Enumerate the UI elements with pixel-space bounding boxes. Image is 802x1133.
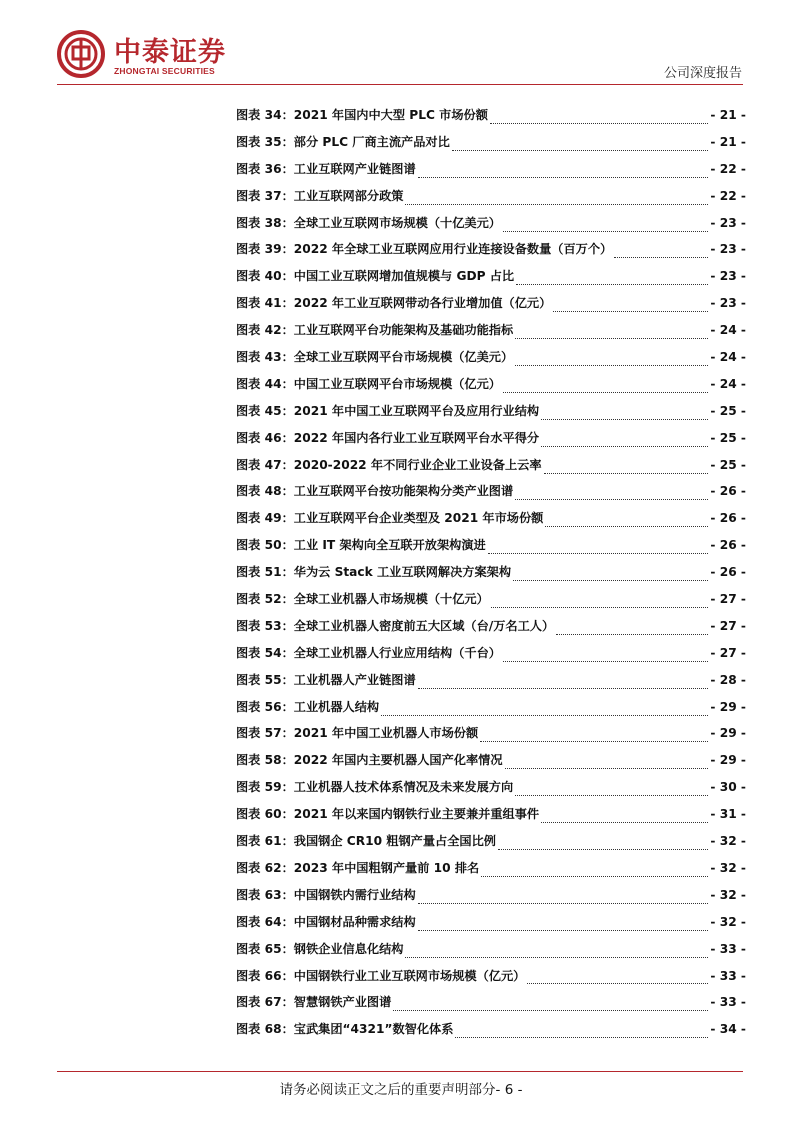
toc-dot-leader: [488, 553, 709, 554]
toc-entry-page: - 33 -: [710, 941, 746, 956]
toc-dot-leader: [490, 123, 708, 124]
toc-entry[interactable]: [236, 240, 746, 267]
toc-dot-leader: [527, 983, 708, 984]
toc-entry-title: 中国工业互联网平台市场规模（亿元）: [293, 376, 501, 391]
toc-entry-page: - 29 -: [710, 699, 746, 714]
toc-entry-title: 2022 年国内各行业工业互联网平台水平得分: [293, 430, 540, 445]
toc-entry-title: 工业互联网平台企业类型及 2021 年市场份额: [293, 511, 544, 526]
footer-disclaimer: 请务必阅读正文之后的重要声明部分- 6 -: [279, 1082, 523, 1098]
toc-entry-label: 图表 35：: [236, 134, 294, 149]
toc-entry-label: 图表 36：: [236, 161, 294, 176]
toc-entry-label: 图表 40：: [236, 269, 294, 284]
toc-dot-leader: [541, 419, 708, 420]
toc-entry-title: 中国钢铁内需行业结构: [293, 887, 416, 902]
toc-entry-label: 图表 45：: [236, 403, 294, 418]
toc-entry-title: 2020-2022 年不同行业企业工业设备上云率: [293, 457, 542, 472]
toc-entry-title: 工业互联网产业链图谱: [293, 161, 416, 176]
toc-entry-title: 全球工业机器人行业应用结构（千台）: [293, 645, 501, 660]
toc-entry-page: - 23 -: [710, 296, 746, 311]
toc-entry-title: 宝武集团“4321”数智化体系: [293, 1022, 454, 1037]
toc-entry-title: 我国钢企 CR10 粗钢产量占全国比例: [293, 834, 496, 849]
toc-entry[interactable]: [236, 482, 746, 509]
toc-entry-label: 图表 43：: [236, 350, 294, 365]
toc-entry-page: - 24 -: [710, 323, 746, 338]
toc-entry[interactable]: [236, 214, 746, 241]
toc-entry-title: 工业互联网平台功能架构及基础功能指标: [293, 323, 514, 338]
toc-entry-page: - 32 -: [710, 860, 746, 875]
toc-dot-leader: [503, 231, 708, 232]
toc-entry-label: 图表 50：: [236, 538, 294, 553]
toc-dot-leader: [503, 661, 708, 662]
toc-entry[interactable]: [236, 133, 746, 160]
toc-entry-label: 图表 65：: [236, 941, 294, 956]
toc-entry[interactable]: [236, 859, 746, 886]
toc-entry-label: 图表 66：: [236, 968, 294, 983]
toc-entry-page: - 32 -: [710, 914, 746, 929]
toc-dot-leader: [418, 177, 709, 178]
toc-dot-leader: [418, 688, 709, 689]
toc-entry-page: - 23 -: [710, 242, 746, 257]
toc-entry-label: 图表 34：: [236, 108, 294, 122]
toc-entry-page: - 21 -: [710, 108, 746, 122]
figure-index-list: [236, 106, 746, 1047]
toc-entry-label: 图表 47：: [236, 457, 294, 472]
toc-entry-title: 2022 年国内主要机器人国产化率情况: [293, 753, 503, 768]
toc-entry-label: 图表 46：: [236, 430, 294, 445]
toc-entry[interactable]: [236, 375, 746, 402]
toc-dot-leader: [541, 446, 708, 447]
toc-entry-title: 工业机器人产业链图谱: [293, 672, 416, 687]
toc-entry-title: 全球工业互联网市场规模（十亿美元）: [293, 215, 501, 230]
toc-entry-label: 图表 48：: [236, 484, 294, 499]
toc-entry-page: - 25 -: [710, 430, 746, 445]
toc-entry-label: 图表 42：: [236, 323, 294, 338]
toc-entry-label: 图表 64：: [236, 914, 294, 929]
toc-dot-leader: [491, 607, 709, 608]
toc-entry-page: - 23 -: [710, 215, 746, 230]
toc-entry[interactable]: [236, 886, 746, 913]
toc-entry-page: - 21 -: [710, 134, 746, 149]
toc-entry[interactable]: [236, 832, 746, 859]
toc-entry-label: 图表 44：: [236, 376, 294, 391]
toc-entry-title: 工业机器人结构: [293, 699, 380, 714]
toc-entry-label: 图表 41：: [236, 296, 294, 311]
toc-entry-label: 图表 39：: [236, 242, 294, 257]
toc-entry-title: 部分 PLC 厂商主流产品对比: [293, 134, 450, 149]
toc-entry-title: 2021 年中国工业机器人市场份额: [293, 726, 479, 741]
toc-entry-page: - 26 -: [710, 538, 746, 553]
toc-dot-leader: [418, 903, 709, 904]
toc-entry[interactable]: [236, 913, 746, 940]
toc-entry[interactable]: [236, 106, 746, 133]
toc-dot-leader: [381, 715, 708, 716]
toc-entry-page: - 29 -: [710, 726, 746, 741]
toc-entry[interactable]: [236, 563, 746, 590]
toc-dot-leader: [614, 257, 708, 258]
toc-entry-label: 图表 55：: [236, 672, 294, 687]
toc-dot-leader: [405, 957, 708, 958]
toc-entry[interactable]: [236, 993, 746, 1020]
toc-entry-page: - 25 -: [710, 403, 746, 418]
toc-entry-title: 工业机器人技术体系情况及未来发展方向: [293, 780, 514, 795]
toc-entry[interactable]: [236, 805, 746, 832]
page-header: [0, 0, 802, 90]
toc-dot-leader: [544, 473, 709, 474]
footer-divider: [57, 1071, 743, 1072]
toc-entry-label: 图表 53：: [236, 618, 294, 633]
toc-entry[interactable]: [236, 778, 746, 805]
toc-dot-leader: [516, 284, 708, 285]
toc-dot-leader: [418, 930, 709, 931]
toc-entry-page: - 26 -: [710, 511, 746, 526]
toc-entry-label: 图表 67：: [236, 995, 294, 1010]
toc-dot-leader: [480, 741, 708, 742]
toc-entry[interactable]: [236, 536, 746, 563]
toc-entry[interactable]: [236, 751, 746, 778]
brand-name-cn: 中泰证券: [114, 37, 226, 68]
toc-entry-page: - 25 -: [710, 457, 746, 472]
toc-dot-leader: [513, 580, 708, 581]
toc-entry[interactable]: [236, 940, 746, 967]
toc-entry-page: - 24 -: [710, 350, 746, 365]
toc-entry-title: 全球工业互联网平台市场规模（亿美元）: [293, 350, 514, 365]
toc-entry-page: - 27 -: [710, 592, 746, 607]
toc-entry-label: 图表 38：: [236, 215, 294, 230]
toc-entry-label: 图表 68：: [236, 1022, 294, 1037]
toc-entry-title: 工业 IT 架构向全互联开放架构演进: [293, 538, 486, 553]
toc-entry-page: - 23 -: [710, 269, 746, 284]
toc-entry[interactable]: [236, 456, 746, 483]
toc-entry-label: 图表 60：: [236, 807, 294, 822]
toc-entry[interactable]: [236, 187, 746, 214]
toc-entry-page: - 22 -: [710, 188, 746, 203]
toc-entry[interactable]: [236, 402, 746, 429]
toc-entry-title: 中国钢材品种需求结构: [293, 914, 416, 929]
toc-entry-title: 2022 年工业互联网带动各行业增加值（亿元）: [293, 296, 552, 311]
toc-entry-label: 图表 59：: [236, 780, 294, 795]
toc-dot-leader: [515, 365, 708, 366]
toc-entry-label: 图表 51：: [236, 565, 294, 580]
toc-dot-leader: [556, 634, 708, 635]
toc-entry-page: - 34 -: [710, 1022, 746, 1037]
toc-entry-title: 2023 年中国粗钢产量前 10 排名: [293, 860, 480, 875]
report-type-label: 公司深度报告: [663, 66, 742, 81]
toc-entry-label: 图表 56：: [236, 699, 294, 714]
toc-entry-title: 2021 年中国工业互联网平台及应用行业结构: [293, 403, 540, 418]
toc-entry[interactable]: [236, 967, 746, 994]
toc-entry-title: 中国工业互联网增加值规模与 GDP 占比: [293, 269, 515, 284]
toc-entry-label: 图表 49：: [236, 511, 294, 526]
toc-dot-leader: [541, 822, 708, 823]
toc-entry-title: 2021 年以来国内钢铁行业主要兼并重组事件: [293, 807, 540, 822]
toc-entry[interactable]: [236, 160, 746, 187]
toc-entry[interactable]: [236, 724, 746, 751]
toc-entry[interactable]: [236, 509, 746, 536]
toc-dot-leader: [553, 311, 708, 312]
toc-entry-title: 智慧钢铁产业图谱: [293, 995, 392, 1010]
toc-dot-leader: [505, 768, 709, 769]
toc-entry-label: 图表 62：: [236, 860, 294, 875]
toc-entry[interactable]: [236, 617, 746, 644]
toc-entry[interactable]: [236, 321, 746, 348]
toc-dot-leader: [498, 849, 708, 850]
toc-entry-page: - 33 -: [710, 968, 746, 983]
toc-entry-page: - 33 -: [710, 995, 746, 1010]
toc-entry-page: - 28 -: [710, 672, 746, 687]
toc-entry-page: - 22 -: [710, 161, 746, 176]
toc-entry[interactable]: [236, 644, 746, 671]
toc-entry-page: - 24 -: [710, 376, 746, 391]
toc-entry-page: - 26 -: [710, 484, 746, 499]
toc-dot-leader: [515, 338, 708, 339]
toc-entry-page: - 30 -: [710, 780, 746, 795]
toc-entry-page: - 27 -: [710, 618, 746, 633]
toc-entry-title: 华为云 Stack 工业互联网解决方案架构: [293, 565, 512, 580]
toc-entry[interactable]: [236, 671, 746, 698]
toc-entry-label: 图表 57：: [236, 726, 294, 741]
toc-entry-title: 2021 年国内中大型 PLC 市场份额: [293, 108, 488, 122]
toc-entry-label: 图表 63：: [236, 887, 294, 902]
toc-entry-title: 全球工业机器人市场规模（十亿元）: [293, 592, 489, 607]
zhongtai-logo-icon: [57, 30, 105, 78]
toc-entry-page: - 27 -: [710, 645, 746, 660]
toc-entry-title: 工业互联网部分政策: [293, 188, 404, 203]
toc-entry[interactable]: [236, 1020, 746, 1047]
toc-entry-page: - 26 -: [710, 565, 746, 580]
toc-entry-label: 图表 54：: [236, 645, 294, 660]
toc-dot-leader: [455, 1037, 708, 1038]
toc-dot-leader: [405, 204, 708, 205]
toc-entry-label: 图表 52：: [236, 592, 294, 607]
toc-entry-title: 工业互联网平台按功能架构分类产业图谱: [293, 484, 514, 499]
toc-entry-page: - 29 -: [710, 753, 746, 768]
toc-entry-title: 钢铁企业信息化结构: [293, 941, 404, 956]
toc-entry-title: 中国钢铁行业工业互联网市场规模（亿元）: [293, 968, 526, 983]
toc-dot-leader: [515, 499, 708, 500]
toc-dot-leader: [452, 150, 709, 151]
toc-entry-label: 图表 37：: [236, 188, 294, 203]
toc-dot-leader: [503, 392, 708, 393]
toc-entry[interactable]: [236, 294, 746, 321]
toc-dot-leader: [545, 526, 708, 527]
toc-entry[interactable]: [236, 267, 746, 294]
toc-entry-page: - 32 -: [710, 834, 746, 849]
toc-entry[interactable]: [236, 348, 746, 375]
toc-dot-leader: [393, 1010, 708, 1011]
toc-entry-label: 图表 61：: [236, 834, 294, 849]
toc-entry-page: - 31 -: [710, 807, 746, 822]
header-divider: [57, 84, 743, 85]
toc-dot-leader: [515, 795, 708, 796]
toc-entry[interactable]: [236, 429, 746, 456]
toc-dot-leader: [481, 876, 708, 877]
toc-entry-page: - 32 -: [710, 887, 746, 902]
toc-entry-title: 2022 年全球工业互联网应用行业连接设备数量（百万个）: [293, 242, 613, 257]
toc-entry-title: 全球工业机器人密度前五大区域（台/万名工人）: [293, 618, 555, 633]
toc-entry[interactable]: [236, 698, 746, 725]
toc-entry-label: 图表 58：: [236, 753, 294, 768]
toc-entry[interactable]: [236, 590, 746, 617]
brand-name-en: ZHONGTAI SECURITIES: [114, 66, 215, 76]
